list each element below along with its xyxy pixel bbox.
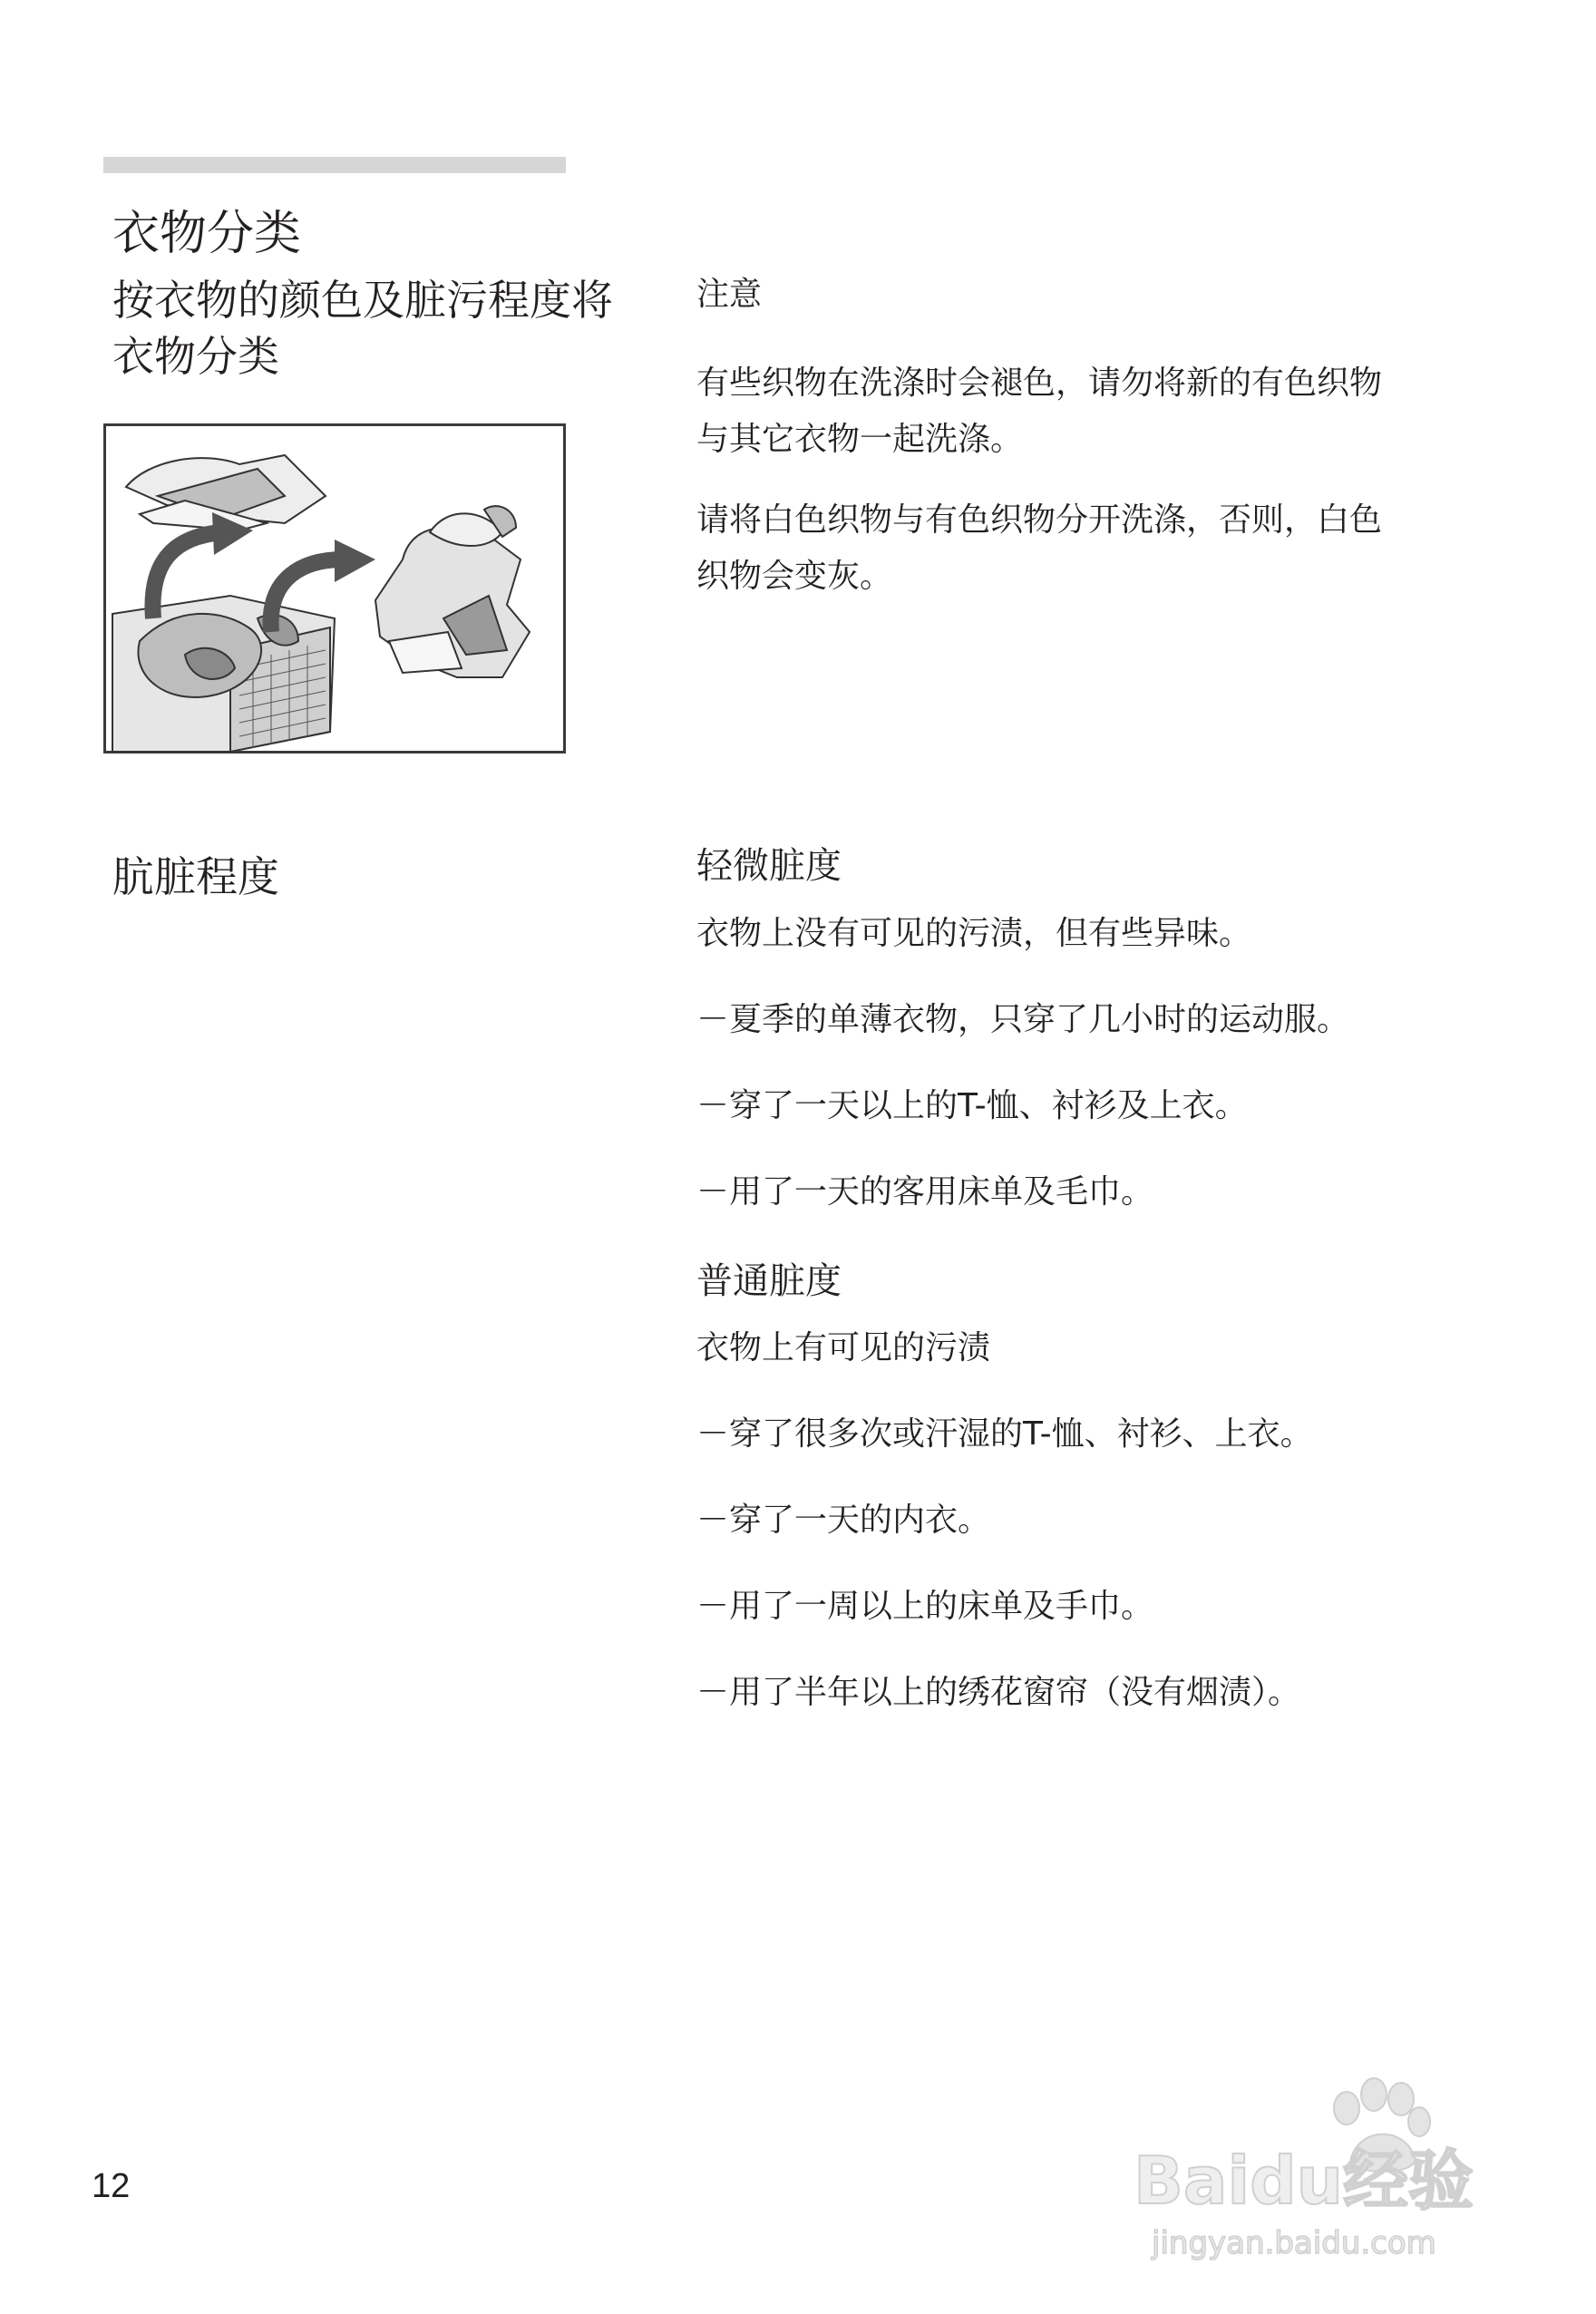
normal-soil-description: 衣物上有可见的污渍: [696, 1329, 991, 1366]
page-number: 12: [92, 2167, 131, 2205]
normal-soil-item-2: －穿了一天的内衣。: [696, 1502, 991, 1539]
caution-heading: 注意: [696, 276, 763, 313]
soil-level-heading: 肮脏程度: [112, 852, 279, 901]
section-title: 衣物分类: [112, 207, 302, 261]
normal-soil-title: 普通脏度: [696, 1260, 842, 1302]
light-soil-item-3: －用了一天的客用床单及毛巾。: [696, 1173, 1154, 1210]
laundry-sorting-icon: [103, 423, 566, 754]
normal-soil-item-1: －穿了很多次或汗湿的T-恤、衬衫、上衣。: [696, 1415, 1313, 1453]
watermark-brand: Baidu经验: [1134, 2143, 1474, 2219]
light-soil-item-1: －夏季的单薄衣物，只穿了几小时的运动服。: [696, 1001, 1350, 1038]
normal-soil-item-3: －用了一周以上的床单及手巾。: [696, 1588, 1154, 1625]
normal-soil-item-4: －用了半年以上的绣花窗帘（没有烟渍）。: [696, 1674, 1301, 1711]
light-soil-title: 轻微脏度: [696, 845, 842, 887]
watermark-url: jingyan.baidu.com: [1152, 2225, 1436, 2261]
laundry-sorting-illustration: [103, 423, 566, 754]
caution-paragraph-1: 有些织物在洗涤时会褪色，请勿将新的有色织物与其它衣物一起洗涤。: [696, 365, 1383, 458]
baidu-paw-icon: [1115, 2058, 1533, 2267]
caution-paragraph-2: 请将白色织物与有色织物分开洗涤，否则，白色织物会变灰。: [696, 501, 1383, 595]
light-soil-description: 衣物上没有可见的污渍，但有些异味。: [696, 915, 1252, 952]
section-divider-bar: [103, 157, 566, 173]
light-soil-item-2: －穿了一天以上的T-恤、衬衫及上衣。: [696, 1087, 1248, 1124]
section-subtitle: 按衣物的颜色及脏污程度将衣物分类: [112, 276, 613, 381]
baidu-watermark: [1115, 2058, 1533, 2267]
